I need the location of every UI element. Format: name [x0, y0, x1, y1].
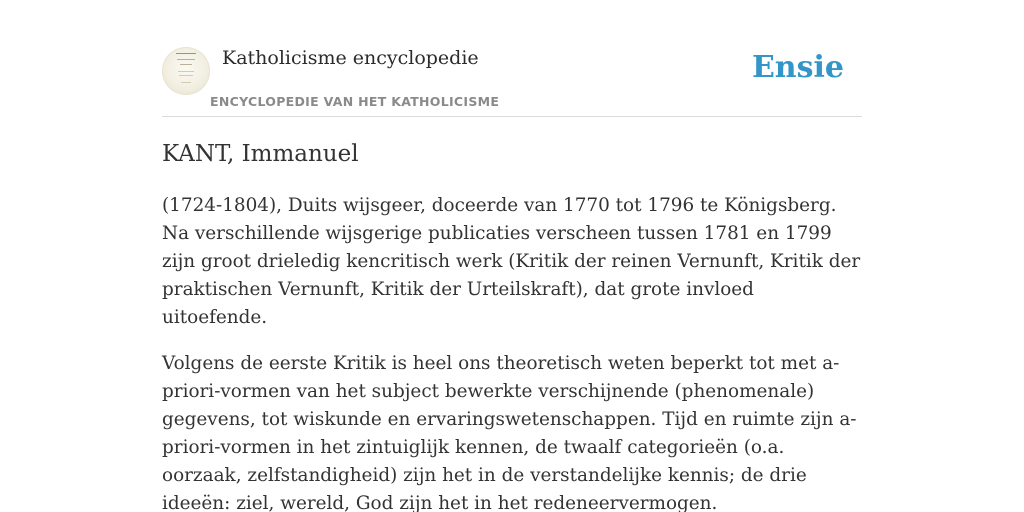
- article-paragraph: (1724-1804), Duits wijsgeer, doceerde van 1770 tot 1796 te Königsberg. Na verschillende wijsgerige publicaties verscheen tussen 1781 en 1799 zijn groot drieledig kencritisch werk (Kritik der reinen Vernunft, Kritik der praktischen Vernunft, Kritik der Urteilskraft), dat grote invloed uitoefende.: [162, 195, 861, 328]
- ensie-logo[interactable]: Ensie: [751, 50, 844, 85]
- encyclopedia-subtitle: ENCYCLOPEDIE VAN HET KATHOLICISME: [210, 94, 500, 109]
- article-title: KANT, Immanuel: [162, 141, 359, 167]
- encyclopedia-header: [162, 44, 862, 117]
- article-paragraph: Volgens de eerste Kritik is heel ons theoretisch weten beperkt tot met a-priori-vormen van het subject bewerkte verschijnende (phenomenale) gegevens, tot wiskunde en ervaringswetenschappen. Tijd en ruimte zijn a-priori-vormen in het zintuiglijk kennen, de twaalf categorieën (o.a. oorzaak, zelfstandigheid) zijn het in de verstandelijke kennis; de drie ideeën: ziel, wereld, God zijn het in het redeneervermogen.: [162, 353, 857, 512]
- encyclopedia-title[interactable]: Katholicisme encyclopedie: [222, 47, 479, 69]
- book-cover-image[interactable]: [162, 47, 210, 95]
- article: [162, 138, 862, 512]
